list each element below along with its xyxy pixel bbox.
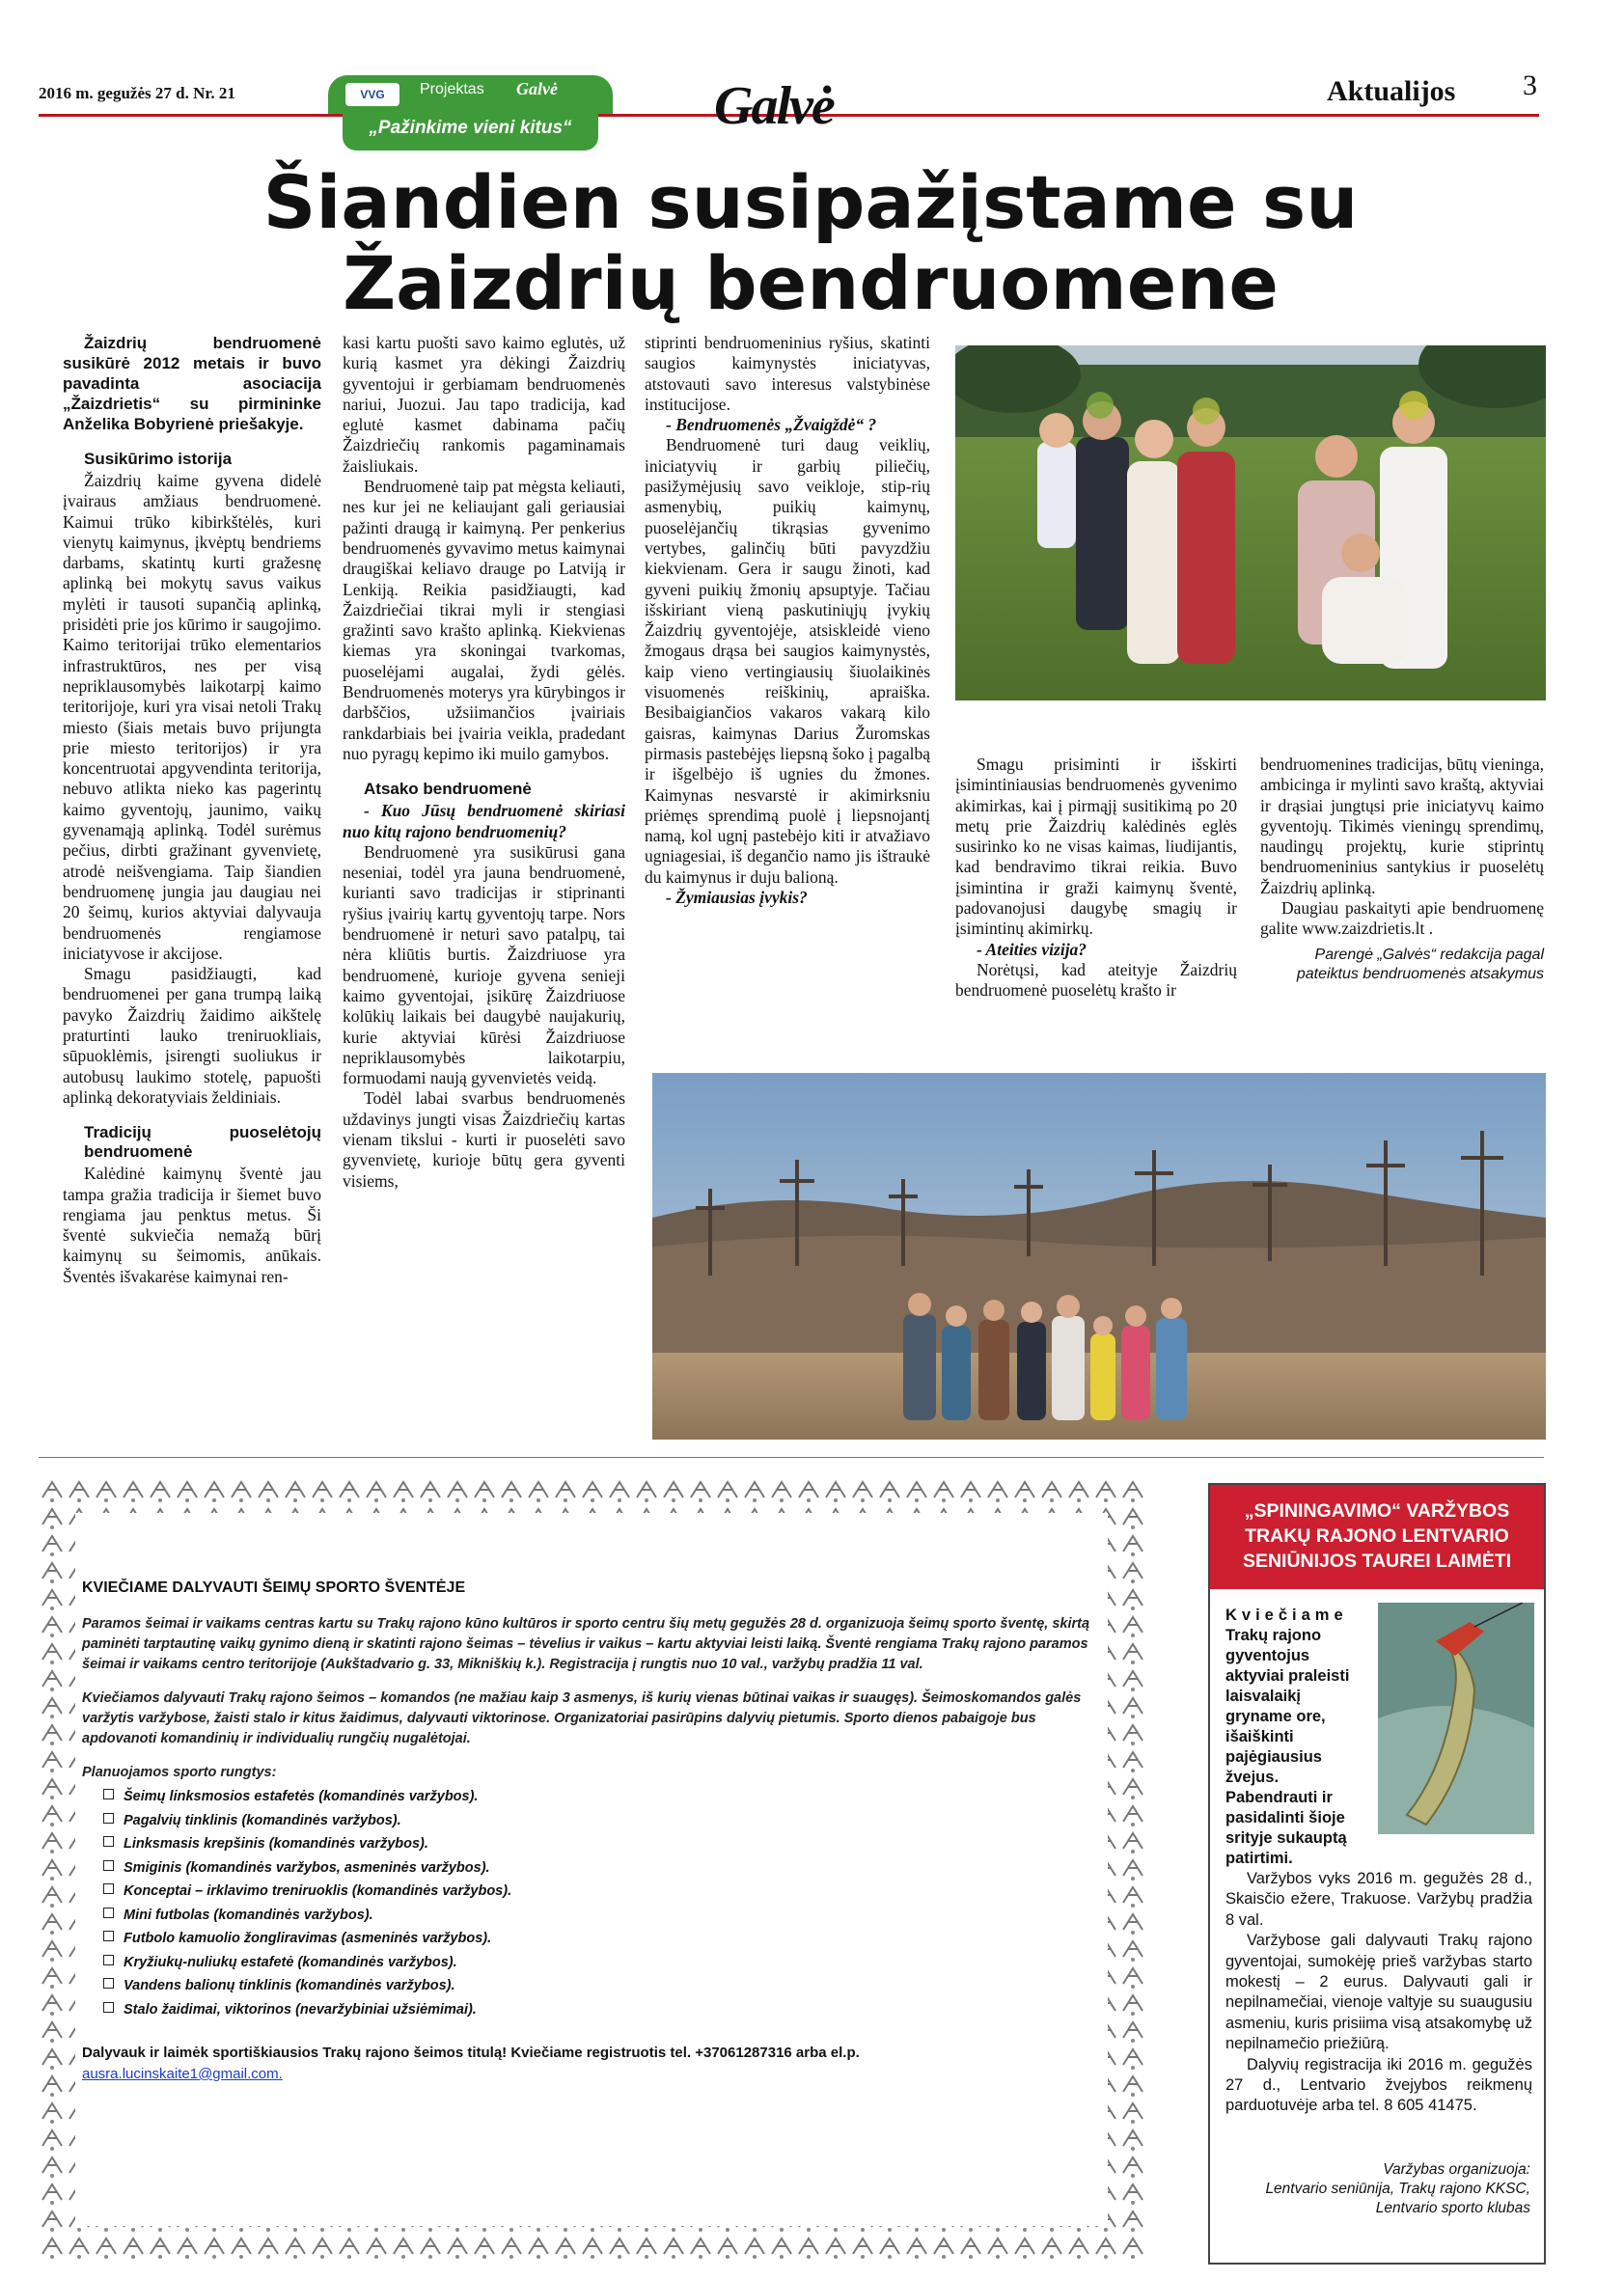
paragraph: bendruomenines tradicijas, būtų vieninga, ambicinga ir mylinti savo kraštą, aktyviai ir drąsiai jungtųsi prie iniciatyvų kaimo gyventojų. Tikimės vieningų sprendimų, naudingų projektų, kurie stiprintų bendruomeninius santykius ir puoselėtų Žaizdrių aplinką. [1260, 755, 1544, 897]
interview-question: - Bendruomenės „Žvaigždė“ ? [666, 415, 877, 435]
article-column-2 [343, 333, 625, 1192]
ad-list-title: Planuojamos sporto rungtys: [82, 1765, 277, 1780]
list-item: Konceptai – irklavimo treniruoklis (komandinės varžybos). [103, 1880, 1101, 1904]
section-separator [39, 1457, 1544, 1458]
family-sport-event-ad [39, 1476, 1144, 2263]
checkbox-icon [103, 1931, 114, 1941]
spin-organizers: Varžybas organizuoja: Lentvario seniūnija, Trakų rajono KKSC, Lentvario sporto klubas [1265, 2161, 1530, 2216]
paragraph: Daugiau paskaityti apie bendruomenę galite www.zaizdrietis.lt . [1260, 898, 1544, 939]
list-item: Mini futbolas (komandinės varžybos). [103, 1904, 1101, 1928]
checkbox-icon [103, 1978, 114, 1989]
article-credit: Parengė „Galvės“ redakcija pagal pateiktus bendruomenės atsakymus [1296, 946, 1544, 982]
interview-question: - Ateities vizija? [977, 939, 1087, 959]
checkbox-icon [103, 2002, 114, 2013]
list-item: Linksmasis krepšinis (komandinės varžybos). [103, 1832, 1101, 1856]
article-column-1 [63, 333, 321, 1287]
pike-fish-image [1378, 1603, 1534, 1834]
section-title: Aktualijos [1327, 75, 1456, 107]
paragraph: Bendruomenė taip pat mėgsta keliauti, nes kur jei ne keliaujant gali geriausiai pažinti draugą ir kaimyną. Per penkerius bendruomenės gyvavimo metus kaimynai draugiškai keliavo drauge po Latviją ir Lenkiją. Reikia pasidžiaugti, kad Žaizdriečiai tikrai myli ir stengiasi gražinti savo krašto aplinką. Kiekvienas kiemas yra skoningai tvarkomas, puoselėjami augalai, žydi gėlės. Bendruomenės moterys yra kūrybingos ir darbščios, užsiimančios įvairiais rankdarbiais bei įvairia veikla, pradedant nuo pyragų kepimo iki muilo gamybos. [343, 477, 625, 763]
paragraph: Kalėdinė kaimynų šventė jau tampa gražia tradicija ir šiemet buvo rengiama jau penktus metus. Ši šventė sukviečia nemažą būrį kaimynų su šeimomis, anūkais. Šventės išvakarėse kaimynai ren- [63, 1164, 321, 1286]
project-galve-logo: Galvė [516, 79, 558, 98]
list-item: Vandens balionų tinklinis (komandinės varžybos). [103, 1974, 1101, 1998]
checkbox-icon [103, 1789, 114, 1799]
article-lead: Žaizdrių bendruomenė susikūrė 2012 metais ir buvo pavadinta asociacija „Žaizdrietis“ su pirmininke Anželika Bobyrienė priešakyje. [63, 334, 321, 433]
title-line-1: Šiandien susipažįstame su [262, 159, 1359, 245]
paragraph: Smagu pasidžiaugti, kad bendruomenei per gana trumpą laiką pavyko Žaizdrių žaidimo aikštelę praturtinti lauko treniruokliais, sūpuoklėmis, įsirengti suoliukus ir autobusų laukimo stotelę, papuošti aplinką dekoratyviais želdiniais. [63, 964, 321, 1107]
article-column-4 [955, 755, 1237, 1002]
checkbox-icon [103, 1908, 114, 1918]
page-number: 3 [1523, 69, 1537, 101]
ad-footer: Dalyvauk ir laimėk sportiškiausios Trakų rajono šeimos titulą! Kviečiame registruotis tel. +37061287316 arba el.p. ausra.lucinskaite1@gmail.com. [82, 2045, 860, 2082]
checkbox-icon [103, 1836, 114, 1847]
paragraph: Bendruomenė yra susikūrusi gana neseniai, todėl yra jauna bendruomenė, kurianti savo tradicijas ir stiprinanti ryšius įvairių kartų gyventojų tarpe. Nors bendruomenė ir neturi savo patalpų, tai nėra kliūtis burtis. Žaizdriuose yra bendruomenė, kurioje gyvena senieji kaimo gyventojai, įsikūrę Žaizdriuose kolūkių laikais bei daugybė naujakurių, kurie aktyviai kūrėsi Žaizdriuose nepriklausomybės laikotarpiu, formuodami naują gyvenvietės veidą. [343, 841, 625, 1088]
interview-question: - Žymiausias įvykis? [666, 888, 808, 908]
article-title [193, 159, 1428, 326]
list-item: Šeimų linksmosios estafetės (komandinės varžybos). [103, 1785, 1101, 1809]
spin-headline: „SPININGAVIMO“ VARŽYBOS TRAKŲ RAJONO LENTVARIO SENIŪNIJOS TAUREI LAIMĖTI [1210, 1485, 1544, 1589]
checkbox-icon [103, 1883, 114, 1894]
ad-heading: KVIEČIAME DALYVAUTI ŠEIMŲ SPORTO ŠVENTĖJE [82, 1579, 466, 1596]
paragraph: Smagu prisiminti ir išskirti įsimintiniausias bendruomenės gyvenimo akimirkas, kai į pirmąjį susitikimą po 20 metų prie Žaizdrių kalėdinės eglės susirinko ko ne visas kaimas, liudijantis, kad bendravimo tikrai reikia. Buvo įsimintina ir graži kaimynų šventė, padovanojusi daugybę smagių ir įsimintinų akimirkų. [955, 755, 1237, 939]
paragraph: kasi kartu puošti savo kaimo eglutės, už kurią kasmet yra dėkingi Žaizdrių gyventojui ir gerbiamam bendruomenės nariui, Juozui. Jau tapo tradicija, kad eglutė kasmet dabinama pačių Žaizdriečių rankomis pagaminamais žaisliukais. [343, 333, 625, 476]
list-item: Stalo žaidimai, viktorinos (nevaržybiniai užsiėmimai). [103, 1998, 1101, 2022]
project-slogan: „Pažinkime vieni kitus“ [369, 118, 572, 138]
checkbox-icon [103, 1955, 114, 1965]
spin-lead: Kviečiame Trakų rajono gyventojus aktyviai praleisti laisvalaikį gryname ore, išaiškinti pajėgiausius žvejus. Pabendrauti ir pasidalinti šioje srityje sukauptą patirtimi. [1225, 1606, 1350, 1867]
ad-paragraph: Paramos šeimai ir vaikams centras kartu su Trakų rajono kūno kultūros ir sporto centru šių metų gegužės 28 d. organizuoja šeimų sporto šventę, skirtą paminėti tarptautinę vaikų gynimo dieną ir skatinti rajono šeimas – tėvelius ir vaikus – kartu aktyviai leisti laiką. Šventė rengiama Trakų rajono paramos šeimai ir vaikams centro teritorijoje (Aukštadvario g. 33, Mikniškių k.). Registracija į rungtis nuo 10 val., varžybų pradžia 11 val. [82, 1616, 1090, 1672]
event-list [103, 1785, 1101, 2021]
spin-body: Varžybos vyks 2016 m. gegužės 28 d., Skaisčio ežere, Trakuose. Varžybų pradžia 8 val. Varžybose gali dalyvauti Trakų rajono gyventojai, sumokėję prieš varžybas starto mokestį – 2 eurus. Dalyvauti gali ir nepilnamečiai, vienoje valtyje su suaugusiu asmeniu, kuris prisiima visą atsakomybę už nepilnamečio priežiūrą. Dalyvių registracija iki 2016 m. gegužės 27 d., Lentvario žvejybos reikmenų parduotuvėje arba tel. 8 605 41475. [1225, 1870, 1532, 2115]
checkbox-icon [103, 1813, 114, 1824]
list-item: Pagalvių tinklinis (komandinės varžybos). [103, 1809, 1101, 1833]
subheading-traditions: Tradicijų puoselėtojų bendruomenė [84, 1123, 321, 1162]
checkbox-icon [103, 1860, 114, 1871]
masthead-logo: Galvė [714, 76, 834, 136]
list-item: Futbolo kamuolio žongliravimas (asmeninės varžybos). [103, 1927, 1101, 1951]
email-link[interactable]: ausra.lucinskaite1@gmail.com. [82, 2066, 283, 2082]
subheading-community-answers: Atsako bendruomenė [364, 780, 532, 799]
article-column-5 [1260, 755, 1544, 984]
interview-question: - Kuo Jūsų bendruomenė skiriasi nuo kitų rajono bendruomenių? [343, 801, 625, 841]
project-label: Projektas [420, 81, 484, 97]
project-badge [328, 75, 613, 151]
paragraph: Todėl labai svarbus bendruomenės uždavinys jungti visas Žaizdriečių kartas vienam tikslui - kurti ir puoselėti savo gyvenvietę, kurioje būtų gera gyventi visiems, [343, 1088, 625, 1191]
paragraph: Bendruomenė turi daug veiklių, iniciatyvių ir garbių piliečių, pasižymėjusių savo veikloje, stip-rių asmenybių, puikių kaimynų, puoselėjančių tikrąsias gyvenimo vertybes, galinčių būti pavyzdžiu kiekvienam. Gera ir saugu žinoti, kad gyveni puikių žmonių apsuptyje. Tačiau išskiriant vieną paskutiniųjų įvykių Žaizdrių gyventojėje, atsiskleidė vieno žmogaus drąsa bei saugios kaimynystės, kaip vieno vertingiausių šiuolaikinės visuomenės reiškinių, apraiška. Besibaigiančios vakaros vakarą kilo gaisras, kaimynas Darius Žuromskas pirmasis pastebėjęs liepsną šoko į pagalbą ir išgelbėjo iš ugnies du žmones. Kaimynas nesvarstė ir akimirksniu priėmęs sprendimą puolė į liepsnojantį namą, kol ugnį pastebėjo kiti ir atvažiavo ugniagesiai, iš degančio namo jis ištraukė du kaimynus ir duju balioną. [645, 435, 930, 887]
title-line-2: Žaizdrių bendruomene [343, 240, 1279, 326]
list-item: Smiginis (komandinės varžybos, asmeninės varžybos). [103, 1856, 1101, 1881]
article-column-3 [645, 333, 930, 908]
community-photo-flower-wreaths [955, 345, 1546, 700]
hill-of-crosses-group-photo [652, 1073, 1546, 1440]
paragraph: stiprinti bendruomeninius ryšius, skatinti saugios kaimynystės iniciatyvas, atstovauti savo interesus valstybinėse institucijose. [645, 333, 930, 414]
paragraph: Žaizdrių kaime gyvena didelė įvairaus amžiaus bendruomenė. Kaimui trūko kibirkštėlės, kuri vienytų kaimynus, įkvėptų bendriems darbams, skatintų kurti gražesnę aplinką bei mokytų savus vaikus mylėti ir tausoti supančią aplinką, prisidėti prie jos kūrimo ir saugojimo. Kaimo teritorijai trūko elementarios infrastruktūros, nes per visą nepriklausomybės laikotarpį kaimo teritorijoje, kuri yra visai netoli Trakų miesto (šiais metais buvo prijungta prie miesto teritorijos) ir yra koncentruotai apgyvendinta teritorija, nebuvo atlikta nieko kas pagerintų kaimo gyventojų, jaunimo, vaikų gyvenamąją aplinką. Todėl surėmus pečius, dirbti gražinant gyvenvietę, atrodė neišvengiama. Taip šiandien bendruomenę jungia jau daugiau nei 20 šeimų, kurios aktyviai dalyvauja bendruomenės rengiamose iniciatyvose ir akcijose. [63, 471, 321, 963]
spinning-competition-ad [1208, 1483, 1546, 2265]
issue-date: 2016 m. gegužės 27 d. Nr. 21 [39, 84, 235, 102]
paragraph: Norėtųsi, kad ateityje Žaizdrių bendruomenė puoselėtų krašto ir [955, 959, 1237, 1001]
ad-paragraph: Kviečiamos dalyvauti Trakų rajono šeimos – komandos (ne mažiau kaip 3 asmenys, iš kurių vienas būtinai vaikas ir suaugęs). Šeimoskomandos galės varžytis varžybose, žaisti stalo ir kitus žaidimus, dalyvauti viktorinose. Organizatoriai pasirūpins dalyvių pietumis. Sporto dienos pabaigoje bus apdovanoti komandinių ir individualių rungčių nugalėtojai. [82, 1690, 1082, 1746]
vvg-logo: VVG [345, 83, 399, 106]
list-item: Kryžiukų-nuliukų estafetė (komandinės varžybos). [103, 1951, 1101, 1975]
subheading-history: Susikūrimo istorija [84, 450, 233, 468]
